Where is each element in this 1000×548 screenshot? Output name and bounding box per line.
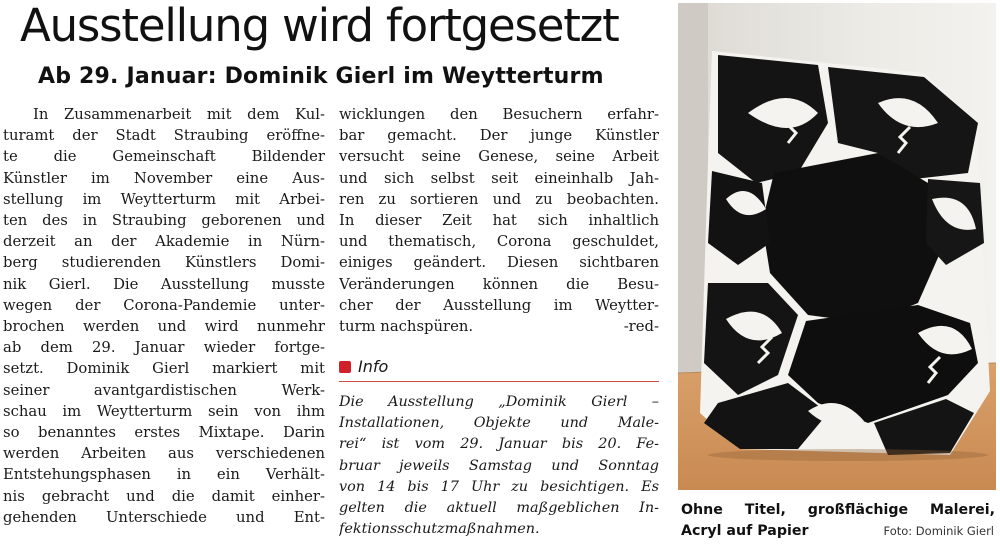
text-line: Entstehungsphasen in ein Verhält- (3, 466, 325, 484)
article-column-2 (339, 104, 659, 337)
text-line: berg studierenden Künstlers Domi- (3, 254, 325, 272)
text-line: ten des in Straubing geborenen und (3, 212, 325, 230)
subheadline: Ab 29. Januar: Dominik Gierl im Weytterturm (38, 64, 604, 89)
caption-line-1: Ohne Titel, großflächige Malerei, (681, 502, 995, 518)
text-line: In Zusammenarbeit mit dem Kul- (33, 106, 325, 123)
text-line: turm nachspüren. (339, 318, 474, 336)
text-line: so benanntes erstes Mixtape. Darin (3, 424, 325, 442)
text-line: Künstler im November eine Aus- (3, 169, 325, 187)
info-line: Die Ausstellung „Dominik Gierl – (339, 394, 659, 410)
text-line: schau im Weytterturm sein von ihm (3, 402, 325, 420)
text-line: werden Arbeiten aus verschiedenen (3, 445, 325, 463)
text-line: Veränderungen können die Besu- (339, 275, 659, 293)
info-label: Info (358, 357, 389, 376)
artwork-illustration (678, 3, 996, 490)
text-line: te die Gemeinschaft Bildender (3, 148, 325, 166)
info-line: von 14 bis 17 Uhr zu besichtigen. Es (339, 478, 659, 495)
caption-line-2: Acryl auf Papier (681, 523, 809, 539)
text-line: In dieser Zeit hat sich inhaltlich (339, 212, 659, 230)
text-line: ab dem 29. Januar wieder fortge- (3, 339, 325, 357)
text-line: stellung im Weytterturm mit Arbei- (3, 190, 325, 208)
text-line: brochen werden und wird nunmehr (3, 318, 325, 336)
text-line-final (339, 316, 659, 337)
info-heading (339, 354, 659, 382)
text-line: cher der Ausstellung im Weytter- (339, 296, 659, 314)
info-square-icon (339, 361, 351, 373)
text-line: und sich selbst seit eineinhalb Jah- (339, 169, 659, 187)
text-line: bar gemacht. Der junge Künstler (339, 127, 659, 145)
info-line: fektionsschutzmaßnahmen. (339, 521, 540, 538)
text-line: gehenden Unterschiede und Ent- (3, 508, 325, 526)
text-line: setzt. Dominik Gierl markiert mit (3, 360, 325, 378)
text-line: wegen der Corona-Pandemie unter- (3, 296, 325, 314)
text-line: nik Gierl. Die Ausstellung musste (3, 275, 325, 293)
text-line: einiges geändert. Diesen sichtbaren (339, 254, 659, 272)
text-line: nis gebracht und die damit einher- (3, 487, 325, 505)
info-line: rei“ ist vom 29. Januar bis 20. Fe- (339, 436, 659, 453)
text-line: wicklungen den Besuchern erfahr- (339, 106, 659, 123)
photo-credit: Foto: Dominik Gierl (883, 524, 994, 538)
info-line: gelten die aktuell maßgeblichen In- (339, 500, 659, 517)
text-line: versucht seine Genese, seine Arbeit (339, 148, 659, 166)
text-line: seiner avantgardistischen Werk- (3, 381, 325, 399)
info-line: Installationen, Objekte und Male- (339, 415, 659, 432)
article-column-1 (3, 104, 325, 528)
headline: Ausstellung wird fortgesetzt (20, 0, 619, 52)
artwork-photo (678, 3, 996, 490)
text-line: und thematisch, Corona geschuldet, (339, 233, 659, 251)
text-line: derzeit an der Akademie in Nürn- (3, 233, 325, 251)
text-line: turamt der Stadt Straubing eröffne- (3, 127, 325, 145)
author-tag: -red- (623, 318, 659, 336)
info-box (339, 392, 659, 540)
info-line: bruar jeweils Samstag und Sonntag (339, 457, 659, 474)
text-line: ren zu sortieren und zu beobachten. (339, 190, 659, 208)
